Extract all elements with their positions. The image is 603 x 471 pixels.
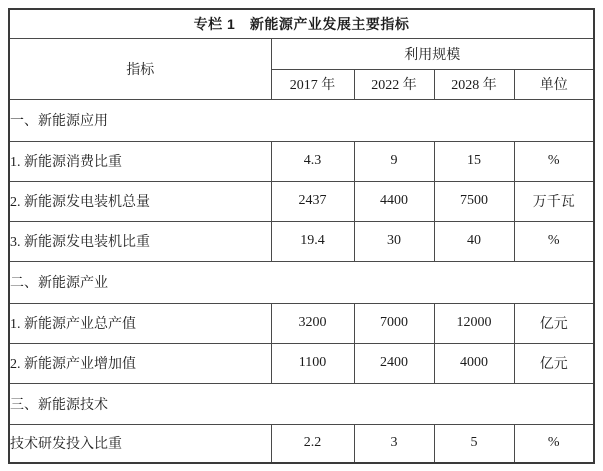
section-row xyxy=(9,261,594,303)
value-cell: 12000 xyxy=(434,303,514,343)
value-cell: 4.3 xyxy=(271,141,354,181)
row-label: 2. 新能源产业增加值 xyxy=(9,343,271,383)
row-label: 技术研发投入比重 xyxy=(9,424,271,463)
header-col-2017: 2017 年 xyxy=(271,69,354,99)
value-cell: 30 xyxy=(354,221,434,261)
table-row xyxy=(9,141,594,181)
section-header-industry: 二、新能源产业 xyxy=(9,261,594,303)
value-cell: 19.4 xyxy=(271,221,354,261)
section-header-applications: 一、新能源应用 xyxy=(9,99,594,141)
header-indicator: 指标 xyxy=(9,38,271,99)
table-row xyxy=(9,343,594,383)
unit-cell: 亿元 xyxy=(514,343,594,383)
title-row xyxy=(9,9,594,38)
value-cell: 4400 xyxy=(354,181,434,221)
section-row xyxy=(9,99,594,141)
unit-cell: % xyxy=(514,424,594,463)
row-label: 1. 新能源消费比重 xyxy=(9,141,271,181)
value-cell: 2400 xyxy=(354,343,434,383)
value-cell: 2.2 xyxy=(271,424,354,463)
unit-cell: 万千瓦 xyxy=(514,181,594,221)
table-row xyxy=(9,303,594,343)
header-col-2022: 2022 年 xyxy=(354,69,434,99)
indicator-table xyxy=(8,8,595,464)
table-row xyxy=(9,181,594,221)
header-col-unit: 单位 xyxy=(514,69,594,99)
table-title: 专栏 1 新能源产业发展主要指标 xyxy=(9,9,594,38)
table-row xyxy=(9,221,594,261)
header-utilization-scale: 利用规模 xyxy=(271,38,594,69)
row-label: 2. 新能源发电装机总量 xyxy=(9,181,271,221)
section-header-technology: 三、新能源技术 xyxy=(9,383,594,424)
value-cell: 5 xyxy=(434,424,514,463)
section-row xyxy=(9,383,594,424)
header-row-group xyxy=(9,38,594,69)
row-label: 1. 新能源产业总产值 xyxy=(9,303,271,343)
value-cell: 7000 xyxy=(354,303,434,343)
unit-cell: % xyxy=(514,141,594,181)
unit-cell: % xyxy=(514,221,594,261)
value-cell: 4000 xyxy=(434,343,514,383)
value-cell: 3 xyxy=(354,424,434,463)
value-cell: 3200 xyxy=(271,303,354,343)
value-cell: 1100 xyxy=(271,343,354,383)
value-cell: 2437 xyxy=(271,181,354,221)
table-row xyxy=(9,424,594,463)
header-col-2028: 2028 年 xyxy=(434,69,514,99)
unit-cell: 亿元 xyxy=(514,303,594,343)
row-label: 3. 新能源发电装机比重 xyxy=(9,221,271,261)
value-cell: 40 xyxy=(434,221,514,261)
value-cell: 7500 xyxy=(434,181,514,221)
value-cell: 9 xyxy=(354,141,434,181)
value-cell: 15 xyxy=(434,141,514,181)
